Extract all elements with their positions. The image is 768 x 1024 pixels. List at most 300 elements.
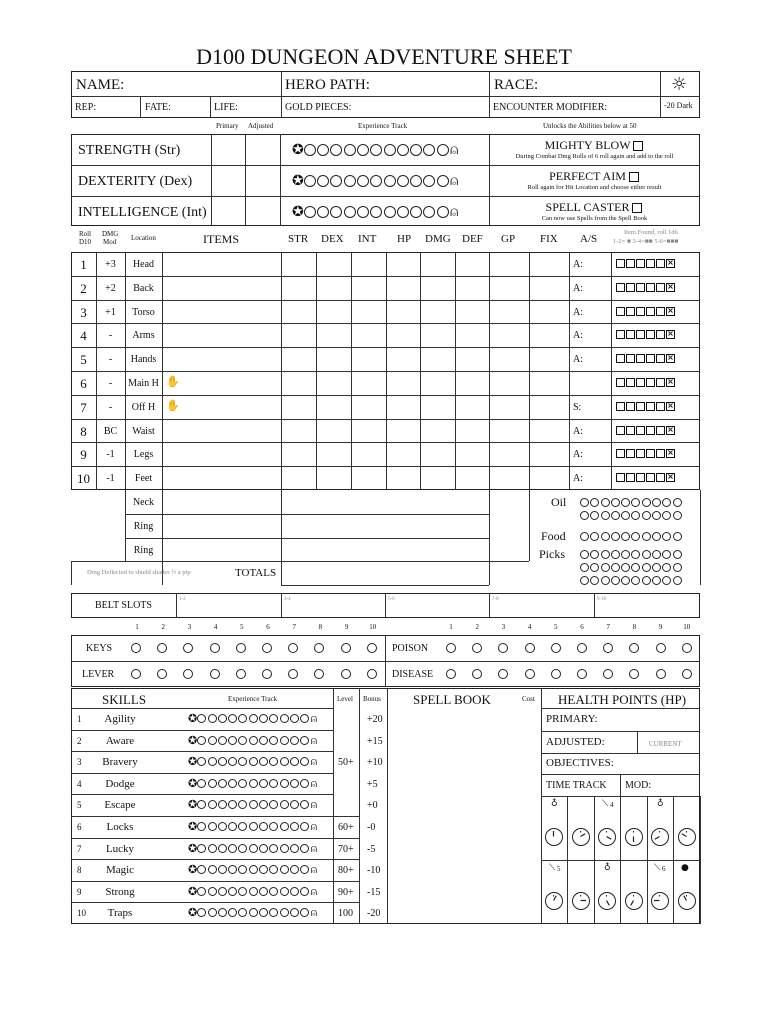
track-pip[interactable]: [259, 844, 268, 853]
supply-pip[interactable]: [601, 563, 610, 572]
destroyed-pip[interactable]: ×: [667, 448, 674, 458]
track-pip[interactable]: [370, 206, 382, 218]
damage-pip[interactable]: [656, 473, 665, 482]
track-pip[interactable]: [269, 714, 278, 723]
track-pip[interactable]: [228, 865, 237, 874]
damage-pip[interactable]: [636, 426, 645, 435]
damage-pip[interactable]: [646, 330, 655, 339]
track-pip[interactable]: [218, 844, 227, 853]
belt-slot-2[interactable]: 3-4: [284, 597, 291, 602]
track-pip[interactable]: [208, 822, 217, 831]
track-pip[interactable]: [290, 822, 299, 831]
track-pip[interactable]: [290, 887, 299, 896]
destroyed-pip[interactable]: ×: [667, 305, 674, 315]
track-pip[interactable]: [249, 887, 258, 896]
damage-pip[interactable]: [616, 402, 625, 411]
track-pip[interactable]: [249, 736, 258, 745]
checkbox-icon[interactable]: [632, 203, 642, 213]
track-pip[interactable]: [384, 206, 396, 218]
supply-pip[interactable]: [621, 498, 630, 507]
supply-pip[interactable]: [662, 498, 671, 507]
tracker-pip[interactable]: [367, 669, 377, 679]
hp-adjusted-field[interactable]: ADJUSTED:: [546, 736, 605, 748]
track-pip[interactable]: [249, 714, 258, 723]
track-pip[interactable]: [218, 714, 227, 723]
track-pip[interactable]: [344, 175, 356, 187]
track-pip[interactable]: [290, 779, 299, 788]
mod-field[interactable]: MOD:: [625, 780, 652, 791]
damage-pip[interactable]: [636, 354, 645, 363]
damage-pip[interactable]: [636, 330, 645, 339]
track-pip[interactable]: [269, 822, 278, 831]
destroyed-pip[interactable]: ×: [667, 353, 674, 363]
supply-pip[interactable]: [662, 563, 671, 572]
destroyed-pip[interactable]: ×: [667, 424, 674, 434]
damage-pip[interactable]: [616, 283, 625, 292]
supply-pip[interactable]: [590, 498, 599, 507]
belt-slot-4[interactable]: 7-8: [492, 597, 499, 602]
checkbox-icon[interactable]: [633, 141, 643, 151]
track-pip[interactable]: [423, 175, 435, 187]
track-pip[interactable]: [330, 144, 342, 156]
supply-pip[interactable]: [642, 576, 651, 585]
track-pip[interactable]: [259, 736, 268, 745]
track-pip[interactable]: [437, 206, 449, 218]
clock-icon[interactable]: [572, 828, 590, 846]
track-pip[interactable]: [218, 822, 227, 831]
clock-icon[interactable]: [598, 828, 616, 846]
track-pip[interactable]: [238, 800, 247, 809]
clock-icon[interactable]: [625, 892, 643, 910]
supply-pip[interactable]: [580, 511, 589, 520]
track-pip[interactable]: [218, 908, 227, 917]
supply-pip[interactable]: [621, 511, 630, 520]
track-pip[interactable]: [357, 175, 369, 187]
track-pip[interactable]: [304, 144, 316, 156]
tracker-pip[interactable]: [682, 643, 692, 653]
damage-pip[interactable]: [646, 402, 655, 411]
track-pip[interactable]: [300, 757, 309, 766]
supply-pip[interactable]: [580, 532, 589, 541]
damage-pip[interactable]: [646, 473, 655, 482]
track-pip[interactable]: [208, 779, 217, 788]
hero-path-field[interactable]: HERO PATH:: [285, 77, 370, 93]
track-pip[interactable]: [218, 800, 227, 809]
damage-pip[interactable]: [646, 449, 655, 458]
hp-current-field[interactable]: CURRENT: [649, 740, 682, 748]
clock-icon[interactable]: [678, 892, 696, 910]
supply-pip[interactable]: [621, 550, 630, 559]
track-pip[interactable]: [269, 736, 278, 745]
damage-pip[interactable]: [636, 378, 645, 387]
supply-pip[interactable]: [601, 532, 610, 541]
supply-pip[interactable]: [662, 550, 671, 559]
track-pip[interactable]: [228, 779, 237, 788]
track-pip[interactable]: [357, 206, 369, 218]
supply-pip[interactable]: [590, 563, 599, 572]
damage-pip[interactable]: [626, 354, 635, 363]
supply-pip[interactable]: [611, 550, 620, 559]
belt-slot-1[interactable]: 1-2: [179, 597, 186, 602]
track-pip[interactable]: [228, 800, 237, 809]
track-pip[interactable]: [238, 714, 247, 723]
supply-pip[interactable]: [673, 511, 682, 520]
track-pip[interactable]: [280, 908, 289, 917]
track-pip[interactable]: [269, 800, 278, 809]
track-pip[interactable]: [208, 757, 217, 766]
tracker-pip[interactable]: [525, 643, 535, 653]
tracker-pip[interactable]: [446, 643, 456, 653]
tracker-pip[interactable]: [131, 669, 141, 679]
tracker-pip[interactable]: [551, 643, 561, 653]
encounter-field[interactable]: ENCOUNTER MODIFIER:: [493, 102, 608, 113]
track-pip[interactable]: [300, 908, 309, 917]
track-pip[interactable]: [208, 844, 217, 853]
track-pip[interactable]: [208, 865, 217, 874]
belt-slot-3[interactable]: 5-6: [388, 597, 395, 602]
supply-pip[interactable]: [580, 576, 589, 585]
track-pip[interactable]: [280, 887, 289, 896]
track-pip[interactable]: [218, 736, 227, 745]
clock-icon[interactable]: [545, 828, 563, 846]
supply-pip[interactable]: [580, 563, 589, 572]
damage-pip[interactable]: [646, 378, 655, 387]
track-pip[interactable]: [249, 908, 258, 917]
track-pip[interactable]: [397, 175, 409, 187]
destroyed-pip[interactable]: ×: [667, 329, 674, 339]
damage-pip[interactable]: [616, 426, 625, 435]
supply-pip[interactable]: [652, 563, 661, 572]
damage-pip[interactable]: [656, 354, 665, 363]
track-pip[interactable]: [228, 844, 237, 853]
track-pip[interactable]: [410, 144, 422, 156]
track-pip[interactable]: [228, 736, 237, 745]
supply-pip[interactable]: [631, 550, 640, 559]
gold-field[interactable]: GOLD PIECES:: [285, 102, 352, 113]
track-pip[interactable]: [290, 844, 299, 853]
damage-pip[interactable]: [626, 307, 635, 316]
track-pip[interactable]: [238, 887, 247, 896]
damage-pip[interactable]: [616, 449, 625, 458]
track-pip[interactable]: [197, 779, 206, 788]
tracker-pip[interactable]: [262, 643, 272, 653]
tracker-pip[interactable]: [236, 643, 246, 653]
track-pip[interactable]: [290, 865, 299, 874]
track-pip[interactable]: [370, 175, 382, 187]
supply-pip[interactable]: [621, 576, 630, 585]
damage-pip[interactable]: [616, 259, 625, 268]
track-pip[interactable]: [238, 865, 247, 874]
track-pip[interactable]: [208, 714, 217, 723]
track-pip[interactable]: [280, 736, 289, 745]
belt-slot-5[interactable]: 9-10: [597, 597, 607, 602]
track-pip[interactable]: [300, 844, 309, 853]
supply-pip[interactable]: [662, 576, 671, 585]
track-pip[interactable]: [259, 908, 268, 917]
track-pip[interactable]: [304, 206, 316, 218]
race-field[interactable]: RACE:: [494, 77, 539, 93]
damage-pip[interactable]: [616, 473, 625, 482]
track-pip[interactable]: [197, 714, 206, 723]
track-pip[interactable]: [370, 144, 382, 156]
track-pip[interactable]: [410, 206, 422, 218]
track-pip[interactable]: [228, 714, 237, 723]
track-pip[interactable]: [317, 206, 329, 218]
track-pip[interactable]: [300, 865, 309, 874]
damage-pip[interactable]: [616, 354, 625, 363]
track-pip[interactable]: [290, 736, 299, 745]
track-pip[interactable]: [330, 175, 342, 187]
supply-pip[interactable]: [673, 498, 682, 507]
track-pip[interactable]: [269, 865, 278, 874]
track-pip[interactable]: [280, 800, 289, 809]
track-pip[interactable]: [197, 736, 206, 745]
track-pip[interactable]: [197, 757, 206, 766]
clock-icon[interactable]: [651, 828, 669, 846]
supply-pip[interactable]: [590, 532, 599, 541]
damage-pip[interactable]: [616, 307, 625, 316]
tracker-pip[interactable]: [525, 669, 535, 679]
supply-pip[interactable]: [611, 532, 620, 541]
clock-icon[interactable]: [598, 892, 616, 910]
track-pip[interactable]: [228, 757, 237, 766]
tracker-pip[interactable]: [341, 669, 351, 679]
supply-pip[interactable]: [601, 498, 610, 507]
supply-pip[interactable]: [652, 550, 661, 559]
track-pip[interactable]: [397, 144, 409, 156]
clock-icon[interactable]: [651, 892, 669, 910]
damage-pip[interactable]: [626, 426, 635, 435]
track-pip[interactable]: [228, 908, 237, 917]
supply-pip[interactable]: [580, 498, 589, 507]
track-pip[interactable]: [249, 757, 258, 766]
track-pip[interactable]: [290, 757, 299, 766]
supply-pip[interactable]: [590, 550, 599, 559]
tracker-pip[interactable]: [367, 643, 377, 653]
damage-pip[interactable]: [646, 354, 655, 363]
tracker-pip[interactable]: [656, 643, 666, 653]
track-pip[interactable]: [410, 175, 422, 187]
track-pip[interactable]: [269, 779, 278, 788]
track-pip[interactable]: [259, 865, 268, 874]
damage-pip[interactable]: [626, 283, 635, 292]
damage-pip[interactable]: [656, 259, 665, 268]
track-pip[interactable]: [290, 908, 299, 917]
track-pip[interactable]: [290, 800, 299, 809]
supply-pip[interactable]: [611, 563, 620, 572]
clock-icon[interactable]: [625, 828, 643, 846]
supply-pip[interactable]: [673, 576, 682, 585]
fate-field[interactable]: FATE:: [145, 102, 171, 113]
track-pip[interactable]: [208, 887, 217, 896]
supply-pip[interactable]: [662, 511, 671, 520]
destroyed-pip[interactable]: ×: [667, 281, 674, 291]
supply-pip[interactable]: [631, 563, 640, 572]
track-pip[interactable]: [357, 144, 369, 156]
damage-pip[interactable]: [626, 378, 635, 387]
track-pip[interactable]: [238, 908, 247, 917]
track-pip[interactable]: [300, 887, 309, 896]
track-pip[interactable]: [197, 800, 206, 809]
track-pip[interactable]: [423, 144, 435, 156]
damage-pip[interactable]: [636, 283, 645, 292]
supply-pip[interactable]: [621, 532, 630, 541]
destroyed-pip[interactable]: ×: [667, 400, 674, 410]
supply-pip[interactable]: [652, 511, 661, 520]
track-pip[interactable]: [280, 844, 289, 853]
damage-pip[interactable]: [636, 473, 645, 482]
supply-pip[interactable]: [652, 576, 661, 585]
track-pip[interactable]: [238, 844, 247, 853]
supply-pip[interactable]: [642, 563, 651, 572]
track-pip[interactable]: [238, 779, 247, 788]
track-pip[interactable]: [300, 822, 309, 831]
track-pip[interactable]: [197, 865, 206, 874]
life-field[interactable]: LIFE:: [214, 102, 238, 113]
tracker-pip[interactable]: [446, 669, 456, 679]
track-pip[interactable]: [280, 865, 289, 874]
damage-pip[interactable]: [646, 307, 655, 316]
track-pip[interactable]: [300, 779, 309, 788]
track-pip[interactable]: [249, 844, 258, 853]
damage-pip[interactable]: [656, 330, 665, 339]
supply-pip[interactable]: [601, 576, 610, 585]
tracker-pip[interactable]: [577, 669, 587, 679]
track-pip[interactable]: [330, 206, 342, 218]
track-pip[interactable]: [397, 206, 409, 218]
track-pip[interactable]: [384, 144, 396, 156]
track-pip[interactable]: [197, 844, 206, 853]
track-pip[interactable]: [384, 175, 396, 187]
name-field[interactable]: NAME:: [76, 77, 125, 93]
clock-icon[interactable]: [545, 892, 563, 910]
track-pip[interactable]: [290, 714, 299, 723]
track-pip[interactable]: [269, 757, 278, 766]
supply-pip[interactable]: [673, 550, 682, 559]
track-pip[interactable]: [437, 175, 449, 187]
track-pip[interactable]: [344, 206, 356, 218]
track-pip[interactable]: [280, 714, 289, 723]
checkbox-icon[interactable]: [629, 172, 639, 182]
destroyed-pip[interactable]: ×: [667, 472, 674, 482]
track-pip[interactable]: [218, 779, 227, 788]
supply-pip[interactable]: [580, 550, 589, 559]
damage-pip[interactable]: [646, 426, 655, 435]
tracker-pip[interactable]: [341, 643, 351, 653]
tracker-pip[interactable]: [551, 669, 561, 679]
supply-pip[interactable]: [631, 511, 640, 520]
damage-pip[interactable]: [656, 378, 665, 387]
damage-pip[interactable]: [626, 402, 635, 411]
track-pip[interactable]: [300, 800, 309, 809]
supply-pip[interactable]: [631, 498, 640, 507]
track-pip[interactable]: [259, 800, 268, 809]
track-pip[interactable]: [197, 822, 206, 831]
track-pip[interactable]: [259, 779, 268, 788]
damage-pip[interactable]: [636, 259, 645, 268]
supply-pip[interactable]: [652, 532, 661, 541]
track-pip[interactable]: [238, 822, 247, 831]
supply-pip[interactable]: [652, 498, 661, 507]
hp-primary-field[interactable]: PRIMARY:: [546, 713, 598, 725]
track-pip[interactable]: [238, 757, 247, 766]
track-pip[interactable]: [280, 757, 289, 766]
track-pip[interactable]: [269, 908, 278, 917]
supply-pip[interactable]: [631, 576, 640, 585]
rep-field[interactable]: REP:: [75, 102, 97, 113]
damage-pip[interactable]: [636, 307, 645, 316]
supply-pip[interactable]: [621, 563, 630, 572]
supply-pip[interactable]: [611, 498, 620, 507]
track-pip[interactable]: [300, 736, 309, 745]
track-pip[interactable]: [280, 779, 289, 788]
track-pip[interactable]: [259, 887, 268, 896]
supply-pip[interactable]: [601, 511, 610, 520]
damage-pip[interactable]: [626, 449, 635, 458]
destroyed-pip[interactable]: ×: [667, 258, 674, 267]
supply-pip[interactable]: [601, 550, 610, 559]
supply-pip[interactable]: [631, 532, 640, 541]
supply-pip[interactable]: [673, 563, 682, 572]
tracker-pip[interactable]: [656, 669, 666, 679]
tracker-pip[interactable]: [262, 669, 272, 679]
damage-pip[interactable]: [656, 449, 665, 458]
track-pip[interactable]: [259, 822, 268, 831]
track-pip[interactable]: [197, 908, 206, 917]
damage-pip[interactable]: [626, 330, 635, 339]
track-pip[interactable]: [249, 822, 258, 831]
track-pip[interactable]: [317, 175, 329, 187]
tracker-pip[interactable]: [131, 643, 141, 653]
track-pip[interactable]: [269, 844, 278, 853]
supply-pip[interactable]: [611, 576, 620, 585]
track-pip[interactable]: [317, 144, 329, 156]
damage-pip[interactable]: [636, 449, 645, 458]
track-pip[interactable]: [259, 714, 268, 723]
supply-pip[interactable]: [662, 532, 671, 541]
tracker-pip[interactable]: [236, 669, 246, 679]
track-pip[interactable]: [218, 887, 227, 896]
track-pip[interactable]: [249, 800, 258, 809]
damage-pip[interactable]: [626, 259, 635, 268]
tracker-pip[interactable]: [577, 643, 587, 653]
damage-pip[interactable]: [656, 307, 665, 316]
track-pip[interactable]: [344, 144, 356, 156]
track-pip[interactable]: [249, 779, 258, 788]
track-pip[interactable]: [259, 757, 268, 766]
track-pip[interactable]: [238, 736, 247, 745]
supply-pip[interactable]: [611, 511, 620, 520]
track-pip[interactable]: [280, 822, 289, 831]
track-pip[interactable]: [249, 865, 258, 874]
clock-icon[interactable]: [678, 828, 696, 846]
supply-pip[interactable]: [642, 511, 651, 520]
track-pip[interactable]: [423, 206, 435, 218]
damage-pip[interactable]: [646, 259, 655, 268]
objectives-field[interactable]: OBJECTIVES:: [546, 757, 614, 769]
tracker-pip[interactable]: [210, 643, 220, 653]
tracker-pip[interactable]: [210, 669, 220, 679]
track-pip[interactable]: [218, 757, 227, 766]
supply-pip[interactable]: [642, 532, 651, 541]
destroyed-pip[interactable]: ×: [667, 377, 674, 386]
track-pip[interactable]: [300, 714, 309, 723]
damage-pip[interactable]: [656, 402, 665, 411]
damage-pip[interactable]: [656, 283, 665, 292]
damage-pip[interactable]: [616, 330, 625, 339]
tracker-pip[interactable]: [682, 669, 692, 679]
supply-pip[interactable]: [590, 511, 599, 520]
